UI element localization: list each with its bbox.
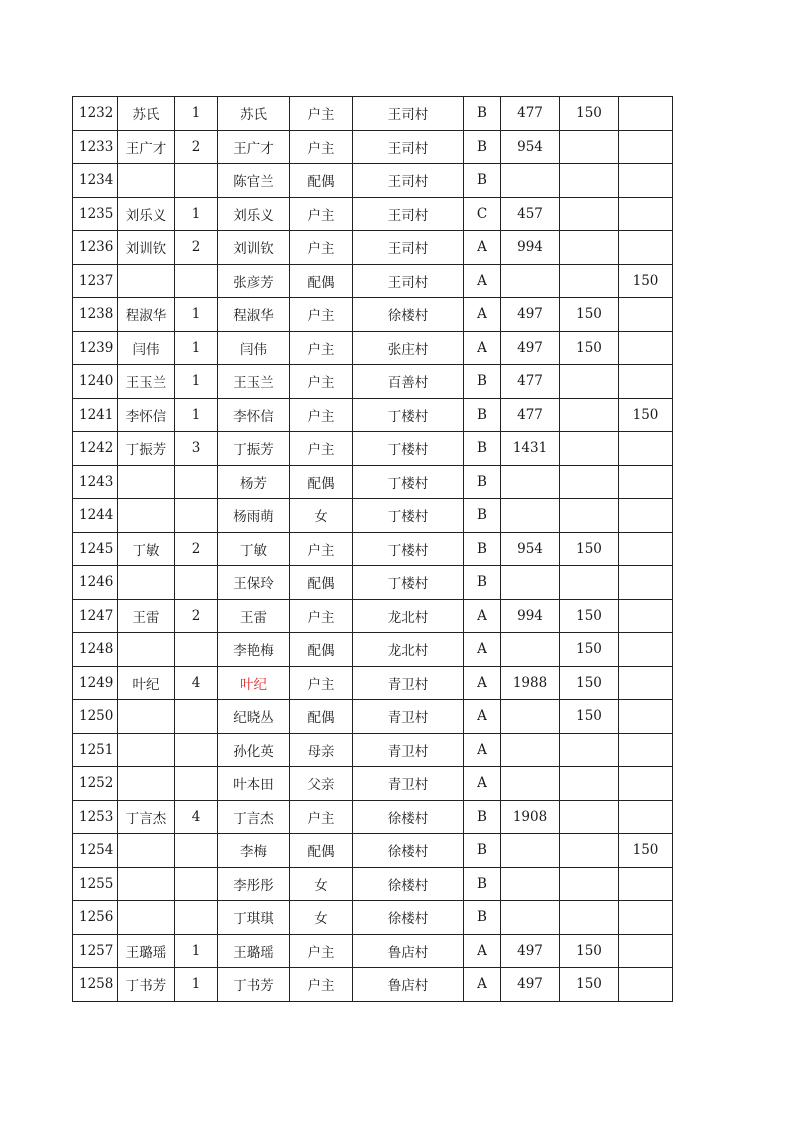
cell-village: 丁楼村: [353, 566, 464, 600]
cell-household-head: 苏氏: [118, 97, 175, 131]
cell-village: 王司村: [353, 197, 464, 231]
table-row: [73, 700, 673, 734]
cell-extra: 150: [619, 398, 673, 432]
table-row: [73, 130, 673, 164]
cell-amount: [501, 264, 560, 298]
cell-member-name: 陈官兰: [218, 164, 290, 198]
cell-id: 1234: [73, 164, 118, 198]
cell-grade: A: [464, 666, 501, 700]
cell-household-count: 1: [175, 97, 218, 131]
cell-household-count: [175, 499, 218, 533]
table-row: [73, 197, 673, 231]
cell-grade: A: [464, 231, 501, 265]
cell-id: 1241: [73, 398, 118, 432]
cell-amount: [501, 499, 560, 533]
table-row: [73, 633, 673, 667]
cell-relation: 母亲: [290, 733, 353, 767]
cell-relation: 配偶: [290, 465, 353, 499]
table-row: [73, 499, 673, 533]
cell-household-head: 丁书芳: [118, 968, 175, 1002]
cell-grade: B: [464, 800, 501, 834]
cell-household-count: 4: [175, 666, 218, 700]
table-row: [73, 231, 673, 265]
cell-village: 鲁店村: [353, 968, 464, 1002]
cell-village: 龙北村: [353, 633, 464, 667]
cell-extra: [619, 499, 673, 533]
cell-subsidy: 150: [560, 633, 619, 667]
cell-village: 张庄村: [353, 331, 464, 365]
cell-amount: 497: [501, 934, 560, 968]
cell-grade: A: [464, 733, 501, 767]
cell-extra: [619, 197, 673, 231]
cell-id: 1255: [73, 867, 118, 901]
cell-household-head: 王雷: [118, 599, 175, 633]
cell-extra: [619, 130, 673, 164]
cell-subsidy: 150: [560, 934, 619, 968]
cell-grade: B: [464, 398, 501, 432]
cell-extra: [619, 599, 673, 633]
cell-household-head: [118, 834, 175, 868]
table-body: [73, 97, 673, 1002]
cell-household-head: [118, 465, 175, 499]
cell-member-name: 李艳梅: [218, 633, 290, 667]
cell-grade: A: [464, 968, 501, 1002]
cell-subsidy: 150: [560, 298, 619, 332]
cell-relation: 配偶: [290, 566, 353, 600]
cell-member-name: 叶本田: [218, 767, 290, 801]
cell-relation: 配偶: [290, 164, 353, 198]
cell-subsidy: [560, 264, 619, 298]
cell-household-count: [175, 767, 218, 801]
cell-extra: [619, 968, 673, 1002]
cell-amount: 497: [501, 331, 560, 365]
cell-amount: 497: [501, 968, 560, 1002]
cell-relation: 户主: [290, 800, 353, 834]
table-row: [73, 767, 673, 801]
cell-amount: 477: [501, 398, 560, 432]
cell-village: 丁楼村: [353, 532, 464, 566]
table-row: [73, 800, 673, 834]
table-row: [73, 465, 673, 499]
cell-member-name: 张彦芳: [218, 264, 290, 298]
cell-member-name: 杨雨萌: [218, 499, 290, 533]
cell-relation: 户主: [290, 231, 353, 265]
cell-household-count: 4: [175, 800, 218, 834]
cell-relation: 户主: [290, 298, 353, 332]
cell-household-count: [175, 867, 218, 901]
cell-subsidy: [560, 465, 619, 499]
cell-household-count: [175, 733, 218, 767]
cell-relation: 户主: [290, 97, 353, 131]
cell-id: 1246: [73, 566, 118, 600]
cell-subsidy: [560, 867, 619, 901]
cell-extra: [619, 867, 673, 901]
cell-household-count: 1: [175, 365, 218, 399]
cell-household-head: 程淑华: [118, 298, 175, 332]
cell-id: 1253: [73, 800, 118, 834]
cell-village: 青卫村: [353, 666, 464, 700]
table-row: [73, 264, 673, 298]
cell-relation: 户主: [290, 365, 353, 399]
cell-member-name: 王玉兰: [218, 365, 290, 399]
cell-id: 1245: [73, 532, 118, 566]
table-row: [73, 901, 673, 935]
cell-household-head: 刘乐义: [118, 197, 175, 231]
cell-extra: [619, 934, 673, 968]
cell-village: 徐楼村: [353, 834, 464, 868]
cell-relation: 女: [290, 499, 353, 533]
cell-id: 1254: [73, 834, 118, 868]
cell-household-count: 1: [175, 197, 218, 231]
cell-village: 青卫村: [353, 767, 464, 801]
cell-amount: 954: [501, 130, 560, 164]
cell-household-head: 王玉兰: [118, 365, 175, 399]
cell-household-count: 2: [175, 231, 218, 265]
cell-extra: [619, 666, 673, 700]
cell-id: 1249: [73, 666, 118, 700]
cell-extra: [619, 465, 673, 499]
cell-subsidy: 150: [560, 700, 619, 734]
cell-id: 1244: [73, 499, 118, 533]
cell-grade: A: [464, 264, 501, 298]
cell-household-head: [118, 566, 175, 600]
cell-subsidy: [560, 164, 619, 198]
cell-village: 青卫村: [353, 733, 464, 767]
table-row: [73, 97, 673, 131]
cell-id: 1235: [73, 197, 118, 231]
cell-relation: 户主: [290, 532, 353, 566]
cell-extra: [619, 733, 673, 767]
cell-extra: [619, 164, 673, 198]
cell-subsidy: [560, 432, 619, 466]
cell-household-count: [175, 901, 218, 935]
cell-amount: [501, 834, 560, 868]
cell-grade: A: [464, 599, 501, 633]
cell-village: 青卫村: [353, 700, 464, 734]
table-row: [73, 834, 673, 868]
cell-village: 鲁店村: [353, 934, 464, 968]
cell-amount: [501, 733, 560, 767]
cell-village: 龙北村: [353, 599, 464, 633]
cell-id: 1252: [73, 767, 118, 801]
table-row: [73, 566, 673, 600]
cell-relation: 户主: [290, 130, 353, 164]
cell-id: 1258: [73, 968, 118, 1002]
cell-relation: 配偶: [290, 700, 353, 734]
cell-extra: [619, 432, 673, 466]
cell-subsidy: 150: [560, 666, 619, 700]
cell-household-count: 2: [175, 599, 218, 633]
cell-extra: [619, 566, 673, 600]
cell-amount: [501, 901, 560, 935]
cell-subsidy: [560, 566, 619, 600]
cell-relation: 户主: [290, 331, 353, 365]
cell-relation: 户主: [290, 398, 353, 432]
cell-household-count: 1: [175, 298, 218, 332]
cell-subsidy: 150: [560, 599, 619, 633]
cell-village: 王司村: [353, 231, 464, 265]
household-table: [72, 96, 673, 1002]
cell-relation: 女: [290, 867, 353, 901]
cell-extra: [619, 901, 673, 935]
cell-village: 王司村: [353, 97, 464, 131]
cell-grade: A: [464, 633, 501, 667]
cell-household-head: 王广才: [118, 130, 175, 164]
cell-amount: [501, 164, 560, 198]
cell-member-name: 李彤彤: [218, 867, 290, 901]
cell-amount: [501, 767, 560, 801]
cell-id: 1256: [73, 901, 118, 935]
cell-household-head: 叶纪: [118, 666, 175, 700]
cell-id: 1240: [73, 365, 118, 399]
cell-extra: [619, 532, 673, 566]
cell-amount: [501, 566, 560, 600]
cell-id: 1247: [73, 599, 118, 633]
cell-member-name: 丁琪琪: [218, 901, 290, 935]
cell-relation: 女: [290, 901, 353, 935]
table-row: [73, 934, 673, 968]
cell-household-count: [175, 566, 218, 600]
cell-id: 1242: [73, 432, 118, 466]
cell-grade: B: [464, 130, 501, 164]
cell-subsidy: [560, 499, 619, 533]
cell-id: 1236: [73, 231, 118, 265]
cell-subsidy: [560, 365, 619, 399]
cell-relation: 户主: [290, 599, 353, 633]
cell-village: 丁楼村: [353, 432, 464, 466]
cell-household-head: [118, 700, 175, 734]
cell-household-head: [118, 164, 175, 198]
cell-extra: [619, 365, 673, 399]
cell-amount: [501, 465, 560, 499]
cell-amount: 497: [501, 298, 560, 332]
cell-relation: 户主: [290, 934, 353, 968]
cell-village: 徐楼村: [353, 800, 464, 834]
cell-household-count: 3: [175, 432, 218, 466]
cell-grade: B: [464, 97, 501, 131]
cell-village: 百善村: [353, 365, 464, 399]
cell-id: 1233: [73, 130, 118, 164]
cell-amount: 477: [501, 97, 560, 131]
cell-village: 徐楼村: [353, 867, 464, 901]
cell-grade: B: [464, 566, 501, 600]
cell-member-name: 丁书芳: [218, 968, 290, 1002]
cell-member-name: 苏氏: [218, 97, 290, 131]
table-row: [73, 331, 673, 365]
cell-grade: A: [464, 767, 501, 801]
table-row: [73, 298, 673, 332]
cell-relation: 户主: [290, 968, 353, 1002]
cell-village: 徐楼村: [353, 298, 464, 332]
cell-village: 王司村: [353, 130, 464, 164]
cell-extra: [619, 231, 673, 265]
cell-member-name: 刘训钦: [218, 231, 290, 265]
cell-household-head: [118, 867, 175, 901]
cell-member-name: 李梅: [218, 834, 290, 868]
table-row: [73, 532, 673, 566]
cell-extra: 150: [619, 264, 673, 298]
cell-amount: 994: [501, 599, 560, 633]
cell-subsidy: [560, 398, 619, 432]
cell-id: 1238: [73, 298, 118, 332]
cell-extra: [619, 767, 673, 801]
cell-amount: [501, 633, 560, 667]
cell-grade: A: [464, 700, 501, 734]
table-row: [73, 432, 673, 466]
cell-subsidy: [560, 130, 619, 164]
cell-grade: B: [464, 465, 501, 499]
cell-relation: 配偶: [290, 264, 353, 298]
cell-member-name: 纪晓丛: [218, 700, 290, 734]
cell-extra: [619, 633, 673, 667]
cell-member-name: 王璐瑶: [218, 934, 290, 968]
cell-grade: B: [464, 499, 501, 533]
cell-household-count: [175, 834, 218, 868]
cell-subsidy: [560, 197, 619, 231]
cell-village: 王司村: [353, 164, 464, 198]
cell-subsidy: 150: [560, 331, 619, 365]
cell-member-name: 李怀信: [218, 398, 290, 432]
cell-household-count: 1: [175, 398, 218, 432]
cell-household-head: 丁言杰: [118, 800, 175, 834]
cell-household-count: 2: [175, 532, 218, 566]
cell-member-name: 丁言杰: [218, 800, 290, 834]
cell-amount: 954: [501, 532, 560, 566]
cell-member-name: 闫伟: [218, 331, 290, 365]
cell-grade: A: [464, 298, 501, 332]
cell-member-name: 丁敏: [218, 532, 290, 566]
cell-household-head: [118, 264, 175, 298]
cell-grade: B: [464, 901, 501, 935]
table-row: [73, 164, 673, 198]
cell-extra: [619, 331, 673, 365]
cell-relation: 配偶: [290, 834, 353, 868]
cell-household-count: 2: [175, 130, 218, 164]
cell-subsidy: 150: [560, 968, 619, 1002]
cell-id: 1237: [73, 264, 118, 298]
cell-extra: [619, 700, 673, 734]
cell-subsidy: 150: [560, 532, 619, 566]
cell-household-count: [175, 633, 218, 667]
cell-extra: 150: [619, 834, 673, 868]
cell-household-count: [175, 264, 218, 298]
cell-household-head: [118, 499, 175, 533]
cell-member-name: 程淑华: [218, 298, 290, 332]
cell-relation: 户主: [290, 432, 353, 466]
cell-household-head: 刘训钦: [118, 231, 175, 265]
cell-grade: B: [464, 532, 501, 566]
cell-id: 1257: [73, 934, 118, 968]
cell-household-count: [175, 164, 218, 198]
cell-household-head: 丁敏: [118, 532, 175, 566]
table-row: [73, 599, 673, 633]
cell-grade: B: [464, 164, 501, 198]
cell-id: 1243: [73, 465, 118, 499]
cell-amount: [501, 867, 560, 901]
cell-household-head: 闫伟: [118, 331, 175, 365]
cell-grade: A: [464, 934, 501, 968]
cell-member-name: 孙化英: [218, 733, 290, 767]
cell-household-count: [175, 700, 218, 734]
cell-village: 丁楼村: [353, 465, 464, 499]
cell-member-name: 王雷: [218, 599, 290, 633]
cell-amount: 1988: [501, 666, 560, 700]
cell-grade: B: [464, 432, 501, 466]
cell-subsidy: [560, 767, 619, 801]
cell-relation: 户主: [290, 197, 353, 231]
cell-member-name: 刘乐义: [218, 197, 290, 231]
cell-id: 1250: [73, 700, 118, 734]
cell-amount: 994: [501, 231, 560, 265]
cell-household-count: 1: [175, 934, 218, 968]
cell-household-count: [175, 465, 218, 499]
table-row: [73, 398, 673, 432]
cell-amount: 1908: [501, 800, 560, 834]
cell-subsidy: [560, 834, 619, 868]
cell-member-name: 叶纪: [218, 666, 290, 700]
cell-extra: [619, 298, 673, 332]
cell-grade: A: [464, 331, 501, 365]
cell-household-count: 1: [175, 331, 218, 365]
cell-household-head: [118, 633, 175, 667]
cell-household-head: [118, 767, 175, 801]
cell-id: 1251: [73, 733, 118, 767]
cell-village: 丁楼村: [353, 398, 464, 432]
cell-subsidy: [560, 231, 619, 265]
cell-household-head: 丁振芳: [118, 432, 175, 466]
cell-amount: 477: [501, 365, 560, 399]
cell-member-name: 杨芳: [218, 465, 290, 499]
cell-subsidy: [560, 901, 619, 935]
cell-id: 1239: [73, 331, 118, 365]
table-row: [73, 733, 673, 767]
cell-subsidy: [560, 733, 619, 767]
table-row: [73, 365, 673, 399]
cell-village: 徐楼村: [353, 901, 464, 935]
cell-amount: [501, 700, 560, 734]
cell-village: 王司村: [353, 264, 464, 298]
cell-extra: [619, 800, 673, 834]
cell-household-head: 李怀信: [118, 398, 175, 432]
cell-village: 丁楼村: [353, 499, 464, 533]
cell-member-name: 王保玲: [218, 566, 290, 600]
cell-grade: B: [464, 834, 501, 868]
table-row: [73, 867, 673, 901]
cell-household-head: 王璐瑶: [118, 934, 175, 968]
table-row: [73, 968, 673, 1002]
cell-household-head: [118, 901, 175, 935]
cell-amount: 457: [501, 197, 560, 231]
cell-id: 1248: [73, 633, 118, 667]
cell-relation: 配偶: [290, 633, 353, 667]
cell-grade: B: [464, 867, 501, 901]
cell-grade: B: [464, 365, 501, 399]
cell-amount: 1431: [501, 432, 560, 466]
cell-subsidy: [560, 800, 619, 834]
cell-extra: [619, 97, 673, 131]
cell-relation: 父亲: [290, 767, 353, 801]
cell-grade: C: [464, 197, 501, 231]
table-row: [73, 666, 673, 700]
cell-member-name: 王广才: [218, 130, 290, 164]
cell-household-head: [118, 733, 175, 767]
cell-id: 1232: [73, 97, 118, 131]
cell-subsidy: 150: [560, 97, 619, 131]
cell-member-name: 丁振芳: [218, 432, 290, 466]
cell-household-count: 1: [175, 968, 218, 1002]
cell-relation: 户主: [290, 666, 353, 700]
